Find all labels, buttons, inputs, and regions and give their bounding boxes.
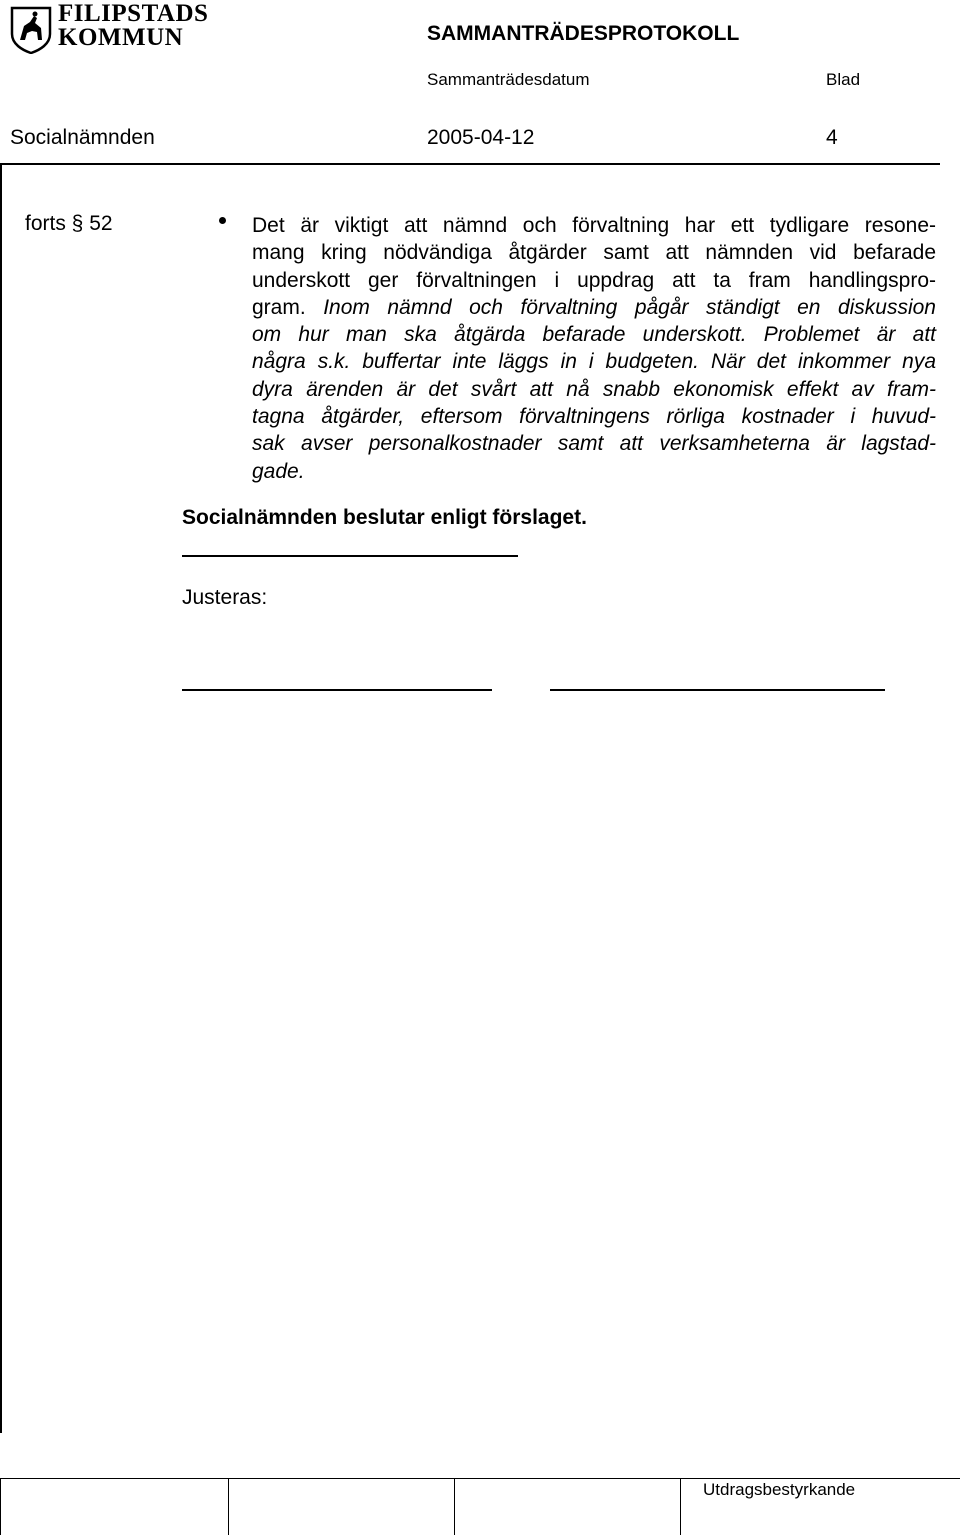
paragraph-segment-italic: Inom nämnd och förvaltning pågår ständigt en diskussion	[323, 295, 936, 319]
paragraph-segment-italic: några s.k. buffertar inte läggs in i budgeten.	[252, 350, 699, 374]
bullet-icon	[219, 217, 226, 224]
footer-cell-divider	[0, 1478, 1, 1535]
footer-top-rule	[0, 1478, 960, 1479]
footer-cell-divider	[454, 1478, 455, 1535]
footer-cell-divider	[680, 1478, 681, 1535]
paragraph-line: Det är viktigt att nämnd och förvaltning har ett tydligare resone-	[252, 214, 936, 237]
paragraph-line-italic: tagna åtgärder, eftersom förvaltningens rörliga kostnader i huvud-	[252, 405, 936, 429]
meeting-date: 2005-04-12	[427, 126, 535, 149]
paragraph-segment-italic: När det inkommer nya	[710, 350, 937, 374]
paragraph-line-italic: gade.	[252, 459, 305, 483]
paragraph-line-italic: dyra ärenden är det svårt att nå snabb ekonomisk effekt av fram-	[252, 377, 936, 401]
document-title: SAMMANTRÄDESPROTOKOLL	[427, 22, 740, 45]
header-divider	[0, 163, 940, 165]
paragraph-line: mang kring nödvändiga åtgärder samt att nämnden vid befarade	[252, 241, 936, 265]
section-paragraph	[252, 212, 936, 485]
paragraph-line-mixed	[252, 294, 936, 321]
certification-label: Utdragsbestyrkande	[703, 1480, 856, 1499]
section-reference: forts § 52	[25, 212, 113, 235]
logo-wordmark	[58, 2, 208, 50]
signature-line	[550, 689, 885, 691]
paragraph-line-italic: om hur man ska åtgärda befarade underskott. Problemet är att	[252, 323, 936, 347]
page-label: Blad	[826, 70, 861, 89]
page-number: 4	[826, 126, 838, 149]
footer-cell-divider	[228, 1478, 229, 1535]
signature-line	[182, 689, 492, 691]
paragraph-line-italic: sak avser personalkostnader samt att verksamheterna är lagstad-	[252, 432, 936, 456]
left-margin-rule	[0, 163, 2, 1433]
decision-statement: Socialnämnden beslutar enligt förslaget.	[182, 506, 587, 529]
adjustment-label: Justeras:	[182, 586, 268, 609]
logo-line-1: FILIPSTADS	[58, 0, 209, 27]
paragraph-line-mixed	[252, 348, 936, 375]
paragraph-line: underskott ger förvaltningen i uppdrag att ta fram handlingspro-	[252, 268, 936, 292]
meeting-date-label: Sammanträdesdatum	[427, 70, 590, 89]
section-end-rule	[182, 555, 518, 557]
coat-of-arms-icon	[10, 6, 52, 54]
logo-line-2: KOMMUN	[58, 24, 184, 51]
committee-name: Socialnämnden	[10, 126, 155, 149]
paragraph-segment: gram.	[252, 295, 306, 319]
